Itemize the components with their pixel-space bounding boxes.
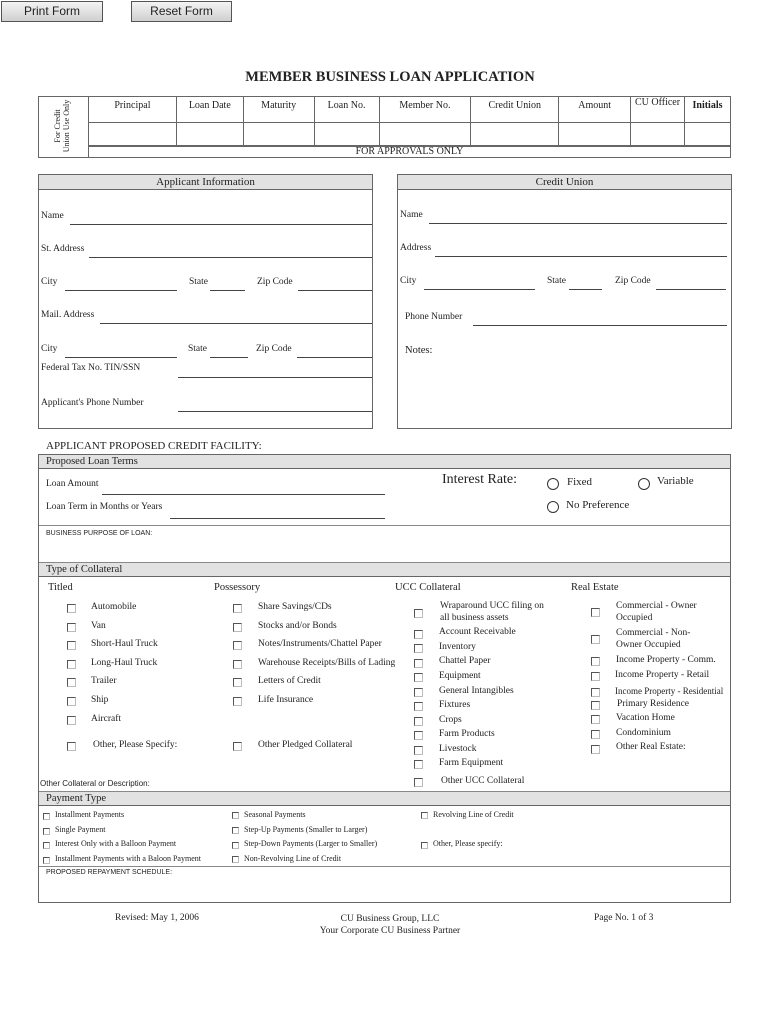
condominium-checkbox[interactable] bbox=[591, 730, 600, 739]
approvals-table bbox=[88, 96, 731, 147]
aircraft-label: Aircraft bbox=[91, 714, 122, 724]
fixtures-checkbox[interactable] bbox=[414, 702, 423, 711]
purpose-divider bbox=[39, 525, 730, 526]
credit-union-field[interactable] bbox=[471, 123, 559, 147]
col-principal: Principal bbox=[89, 97, 177, 123]
commercial-non-owner-line-2: Owner Occupied bbox=[616, 640, 681, 650]
notes-instruments-checkbox[interactable] bbox=[233, 641, 242, 650]
fixtures-label: Fixtures bbox=[439, 700, 471, 710]
income-residential-checkbox[interactable] bbox=[591, 688, 600, 697]
step-up-checkbox[interactable] bbox=[232, 827, 239, 834]
collateral-header-bar bbox=[39, 563, 730, 577]
installment-balloon-label: Installment Payments with a Baloon Payment bbox=[55, 854, 201, 863]
income-retail-checkbox[interactable] bbox=[591, 672, 600, 681]
ucc-header: UCC Collateral bbox=[395, 582, 461, 593]
col-loan-date: Loan Date bbox=[176, 97, 243, 123]
applicant-info-header: Applicant Information bbox=[39, 175, 372, 190]
automobile-label: Automobile bbox=[91, 602, 137, 612]
col-initials: Initials bbox=[684, 97, 730, 123]
col-cu-officer: CU Officer bbox=[631, 97, 685, 123]
schedule-divider bbox=[39, 866, 730, 867]
amount-field[interactable] bbox=[559, 123, 631, 147]
applicant-phone-label: Applicant's Phone Number bbox=[41, 398, 144, 408]
approvals-footer bbox=[88, 145, 731, 158]
applicant-phone-field[interactable] bbox=[178, 411, 372, 412]
applicant-name-field[interactable] bbox=[70, 224, 372, 225]
step-up-label: Step-Up Payments (Smaller to Larger) bbox=[244, 825, 368, 834]
livestock-checkbox[interactable] bbox=[414, 746, 423, 755]
revolving-label: Revolving Line of Credit bbox=[433, 810, 514, 819]
print-form-button[interactable]: Print Form bbox=[1, 1, 103, 22]
inventory-label: Inventory bbox=[439, 642, 476, 652]
warehouse-receipts-checkbox[interactable] bbox=[233, 660, 242, 669]
revolving-checkbox[interactable] bbox=[421, 812, 428, 819]
interest-rate-label: Interest Rate: bbox=[442, 472, 518, 487]
variable-radio[interactable] bbox=[638, 478, 650, 490]
commercial-owner-line-2: Occupied bbox=[616, 613, 653, 623]
loan-term-label: Loan Term in Months or Years bbox=[46, 502, 163, 512]
share-savings-label: Share Savings/CDs bbox=[258, 602, 332, 612]
long-haul-truck-checkbox[interactable] bbox=[67, 660, 76, 669]
cu-phone-label: Phone Number bbox=[405, 312, 463, 322]
applicant-city2-field[interactable] bbox=[65, 357, 177, 358]
commercial-non-owner-line-1: Commercial - Non- bbox=[616, 628, 691, 638]
crops-label: Crops bbox=[439, 715, 462, 725]
other-real-estate-checkbox[interactable] bbox=[591, 745, 600, 754]
commercial-owner-checkbox[interactable] bbox=[591, 608, 600, 617]
col-maturity: Maturity bbox=[243, 97, 314, 123]
short-haul-truck-label: Short-Haul Truck bbox=[91, 639, 158, 649]
col-loan-no: Loan No. bbox=[314, 97, 379, 123]
applicant-name-label: Name bbox=[41, 211, 64, 221]
principal-field[interactable] bbox=[89, 123, 177, 147]
step-down-label: Step-Down Payments (Larger to Smaller) bbox=[244, 839, 378, 848]
chattel-paper-label: Chattel Paper bbox=[439, 656, 491, 666]
loan-no-field[interactable] bbox=[314, 123, 379, 147]
maturity-field[interactable] bbox=[243, 123, 314, 147]
real-estate-header: Real Estate bbox=[571, 582, 619, 593]
payment-other-checkbox[interactable] bbox=[421, 842, 428, 849]
farm-equipment-label: Farm Equipment bbox=[439, 758, 504, 768]
cu-state-field[interactable] bbox=[569, 289, 602, 290]
payment-header-bar bbox=[39, 792, 730, 806]
titled-other-label: Other, Please Specify: bbox=[93, 740, 178, 750]
short-haul-truck-checkbox[interactable] bbox=[67, 641, 76, 650]
member-no-field[interactable] bbox=[379, 123, 471, 147]
cu-state-label: State bbox=[547, 276, 566, 286]
non-revolving-checkbox[interactable] bbox=[232, 856, 239, 863]
initials-field[interactable] bbox=[684, 123, 730, 147]
applicant-state-label: State bbox=[189, 277, 208, 287]
general-intangibles-label: General Intangibles bbox=[439, 686, 514, 696]
approvals-side-label bbox=[53, 95, 71, 157]
applicant-city2-label: City bbox=[41, 344, 58, 354]
commercial-owner-label bbox=[616, 600, 697, 624]
applicant-zip2-label: Zip Code bbox=[256, 344, 292, 354]
installment-checkbox[interactable] bbox=[43, 813, 50, 820]
installment-balloon-checkbox[interactable] bbox=[43, 857, 50, 864]
no-preference-label: No Preference bbox=[566, 499, 630, 511]
cu-address-field[interactable] bbox=[435, 256, 727, 257]
loan-amount-field[interactable] bbox=[102, 494, 385, 495]
payment-other-label: Other, Please specify: bbox=[433, 839, 503, 848]
titled-other-checkbox[interactable] bbox=[67, 742, 76, 751]
cu-city-field[interactable] bbox=[424, 289, 535, 290]
credit-union-box bbox=[397, 174, 732, 429]
applicant-zip-field[interactable] bbox=[298, 290, 372, 291]
loan-terms-header: Proposed Loan Terms bbox=[46, 456, 138, 467]
trailer-checkbox[interactable] bbox=[67, 678, 76, 687]
share-savings-checkbox[interactable] bbox=[233, 604, 242, 613]
income-comm-label: Income Property - Comm. bbox=[616, 655, 716, 665]
warehouse-receipts-label: Warehouse Receipts/Bills of Lading bbox=[258, 658, 396, 668]
income-retail-label: Income Property - Retail bbox=[615, 670, 710, 680]
applicant-address-field[interactable] bbox=[89, 257, 372, 258]
farm-products-label: Farm Products bbox=[439, 729, 495, 739]
cu-phone-field[interactable] bbox=[473, 325, 727, 326]
non-revolving-label: Non-Revolving Line of Credit bbox=[244, 854, 342, 863]
cu-city-label: City bbox=[400, 276, 417, 286]
other-ucc-label: Other UCC Collateral bbox=[441, 776, 525, 786]
no-preference-radio[interactable] bbox=[547, 501, 559, 513]
cu-notes-label: Notes: bbox=[405, 345, 433, 356]
farm-products-checkbox[interactable] bbox=[414, 731, 423, 740]
cu-officer-field[interactable] bbox=[631, 123, 685, 147]
side-label-line-1: For Credit bbox=[53, 109, 62, 143]
stocks-bonds-checkbox[interactable] bbox=[233, 623, 242, 632]
equipment-checkbox[interactable] bbox=[414, 673, 423, 682]
step-down-checkbox[interactable] bbox=[232, 842, 239, 849]
footer-tagline: Your Corporate CU Business Partner bbox=[319, 926, 461, 936]
cu-name-label: Name bbox=[400, 210, 423, 220]
accounts-receivable-label: Account Receivable bbox=[439, 627, 516, 637]
wraparound-ucc-line-1: Wraparound UCC filing on bbox=[440, 601, 544, 611]
accounts-receivable-checkbox[interactable] bbox=[414, 630, 423, 639]
income-residential-label: Income Property - Residential bbox=[615, 686, 724, 696]
automobile-checkbox[interactable] bbox=[67, 604, 76, 613]
possessory-header: Possessory bbox=[214, 582, 261, 593]
crops-checkbox[interactable] bbox=[414, 717, 423, 726]
repayment-schedule-label: PROPOSED REPAYMENT SCHEDULE: bbox=[46, 869, 173, 876]
applicant-city-label: City bbox=[41, 277, 58, 287]
primary-residence-checkbox[interactable] bbox=[591, 701, 600, 710]
loan-amount-label: Loan Amount bbox=[46, 479, 99, 489]
installment-label: Installment Payments bbox=[55, 810, 125, 819]
life-insurance-label: Life Insurance bbox=[258, 695, 314, 705]
other-pledged-checkbox[interactable] bbox=[233, 742, 242, 751]
long-haul-truck-label: Long-Haul Truck bbox=[91, 658, 158, 668]
applicant-tax-label: Federal Tax No. TIN/SSN bbox=[41, 363, 141, 373]
applicant-city-field[interactable] bbox=[65, 290, 177, 291]
footer-org-block bbox=[270, 913, 510, 937]
other-collateral-label: Other Collateral or Description: bbox=[40, 779, 150, 788]
purpose-label: BUSINESS PURPOSE OF LOAN: bbox=[46, 530, 153, 537]
wraparound-ucc-line-2: all business assets bbox=[440, 613, 509, 623]
chattel-paper-checkbox[interactable] bbox=[414, 659, 423, 668]
commercial-owner-line-1: Commercial - Owner bbox=[616, 601, 697, 611]
other-real-estate-label: Other Real Estate: bbox=[616, 742, 686, 752]
single-payment-checkbox[interactable] bbox=[43, 828, 50, 835]
revised-date: Revised: May 1, 2006 bbox=[115, 913, 199, 923]
applicant-info-box bbox=[38, 174, 373, 429]
commercial-non-owner-checkbox[interactable] bbox=[591, 635, 600, 644]
seasonal-label: Seasonal Payments bbox=[244, 810, 306, 819]
ship-checkbox[interactable] bbox=[67, 697, 76, 706]
trailer-label: Trailer bbox=[91, 676, 117, 686]
credit-union-header: Credit Union bbox=[398, 175, 731, 190]
applicant-state-field[interactable] bbox=[210, 290, 245, 291]
approvals-footer-label: FOR APPROVALS ONLY bbox=[355, 146, 464, 157]
cu-zip-field[interactable] bbox=[656, 289, 726, 290]
seasonal-checkbox[interactable] bbox=[232, 812, 239, 819]
interest-only-checkbox[interactable] bbox=[43, 842, 50, 849]
col-amount: Amount bbox=[559, 97, 631, 123]
applicant-tax-field[interactable] bbox=[178, 377, 372, 378]
ship-label: Ship bbox=[91, 695, 109, 705]
commercial-non-owner-label bbox=[616, 627, 690, 651]
titled-header: Titled bbox=[48, 582, 73, 593]
equipment-label: Equipment bbox=[439, 671, 481, 681]
applicant-mail-label: Mail. Address bbox=[41, 310, 95, 320]
letters-of-credit-label: Letters of Credit bbox=[258, 676, 321, 686]
applicant-address-label: St. Address bbox=[41, 244, 85, 254]
cu-name-field[interactable] bbox=[429, 223, 727, 224]
cu-address-label: Address bbox=[400, 243, 432, 253]
farm-equipment-checkbox[interactable] bbox=[414, 760, 423, 769]
collateral-header: Type of Collateral bbox=[46, 564, 123, 575]
other-pledged-label: Other Pledged Collateral bbox=[258, 740, 353, 750]
loan-date-field[interactable] bbox=[176, 123, 243, 147]
income-comm-checkbox[interactable] bbox=[591, 657, 600, 666]
aircraft-checkbox[interactable] bbox=[67, 716, 76, 725]
fixed-label: Fixed bbox=[567, 476, 593, 488]
single-payment-label: Single Payment bbox=[55, 825, 106, 834]
cu-zip-label: Zip Code bbox=[615, 276, 651, 286]
applicant-state2-label: State bbox=[188, 344, 207, 354]
primary-residence-label: Primary Residence bbox=[617, 699, 690, 709]
inventory-checkbox[interactable] bbox=[414, 644, 423, 653]
vacation-home-label: Vacation Home bbox=[616, 713, 675, 723]
stocks-bonds-label: Stocks and/or Bonds bbox=[258, 621, 337, 631]
wraparound-ucc-checkbox[interactable] bbox=[414, 609, 423, 618]
col-credit-union: Credit Union bbox=[471, 97, 559, 123]
applicant-zip2-field[interactable] bbox=[297, 357, 372, 358]
loan-terms-header-bar bbox=[39, 455, 730, 469]
fixed-radio[interactable] bbox=[547, 478, 559, 490]
livestock-label: Livestock bbox=[439, 744, 477, 754]
applicant-state2-field[interactable] bbox=[210, 357, 248, 358]
reset-form-button[interactable]: Reset Form bbox=[131, 1, 232, 22]
van-label: Van bbox=[91, 621, 106, 631]
loan-term-field[interactable] bbox=[170, 518, 385, 519]
applicant-mail-field[interactable] bbox=[100, 323, 372, 324]
page-title: MEMBER BUSINESS LOAN APPLICATION bbox=[245, 69, 535, 85]
page-number: Page No. 1 of 3 bbox=[594, 913, 654, 923]
side-label-line-2: Union Use Only bbox=[62, 99, 71, 153]
approvals-side-cell bbox=[38, 96, 89, 158]
life-insurance-checkbox[interactable] bbox=[233, 697, 242, 706]
condominium-label: Condominium bbox=[616, 728, 671, 738]
variable-label: Variable bbox=[657, 475, 694, 487]
interest-only-label: Interest Only with a Balloon Payment bbox=[55, 839, 177, 848]
vacation-home-checkbox[interactable] bbox=[591, 715, 600, 724]
other-ucc-checkbox[interactable] bbox=[414, 778, 423, 787]
notes-instruments-label: Notes/Instruments/Chattel Paper bbox=[258, 639, 382, 649]
facility-heading: APPLICANT PROPOSED CREDIT FACILITY: bbox=[46, 440, 262, 452]
footer-org: CU Business Group, LLC bbox=[340, 914, 440, 924]
applicant-zip-label: Zip Code bbox=[257, 277, 293, 287]
col-member-no: Member No. bbox=[379, 97, 471, 123]
general-intangibles-checkbox[interactable] bbox=[414, 688, 423, 697]
letters-of-credit-checkbox[interactable] bbox=[233, 678, 242, 687]
payment-header: Payment Type bbox=[46, 793, 107, 804]
wraparound-ucc-label bbox=[440, 600, 544, 624]
van-checkbox[interactable] bbox=[67, 623, 76, 632]
